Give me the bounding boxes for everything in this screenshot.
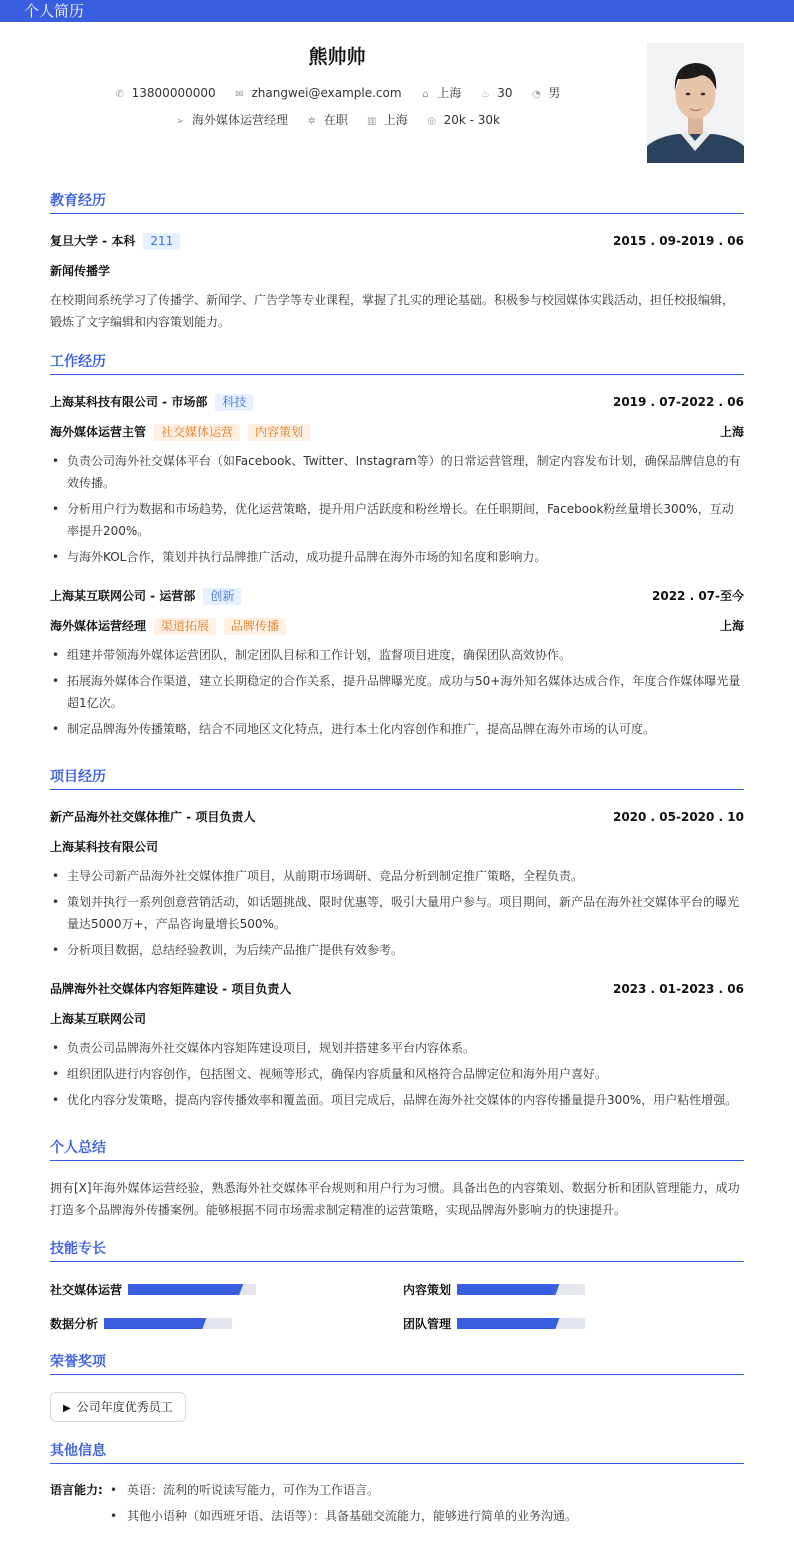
project-name: 新产品海外社交媒体推广 - 项目负责人 — [50, 810, 256, 824]
project-company: 上海某科技有限公司 — [50, 840, 159, 854]
gender-value: 男 — [548, 86, 561, 100]
company-tag: 科技 — [215, 394, 253, 411]
top-bar — [0, 0, 794, 22]
section-title-education: 教育经历 — [50, 192, 744, 214]
list-item: • 与海外KOL合作，策划并执行品牌推广活动，成功提升品牌在海外市场的知名度和影响力。 — [50, 546, 744, 568]
candidate-name: 熊帅帅 — [308, 46, 366, 68]
skill-level-bar — [128, 1284, 256, 1295]
project-bullets — [50, 1037, 744, 1115]
honor-label: 公司年度优秀员工 — [76, 1400, 173, 1414]
school-name: 复旦大学 - 本科 — [50, 234, 136, 248]
section-title-other: 其他信息 — [50, 1442, 744, 1464]
skill-name: 数据分析 — [50, 1316, 99, 1331]
contact-row — [0, 84, 674, 101]
hometown-item — [419, 84, 461, 101]
skill-item — [50, 1314, 232, 1332]
project-name: 品牌海外社交媒体内容矩阵建设 - 项目负责人 — [50, 982, 292, 996]
skill-level-bar — [457, 1318, 585, 1329]
work-period: 2022 . 07-至今 — [652, 589, 744, 603]
target-city-value: 上海 — [383, 113, 408, 127]
work-position-row — [50, 617, 744, 635]
home-icon: ⌂ — [422, 89, 429, 100]
project-company-row — [50, 1010, 744, 1028]
hometown-value: 上海 — [437, 86, 462, 100]
salary-icon: ◎ — [427, 116, 436, 127]
skill-level-bar — [457, 1284, 585, 1295]
target-position-value: 海外媒体运营经理 — [192, 113, 289, 127]
age-icon: ♨ — [480, 89, 490, 100]
project-entry-header — [50, 980, 744, 998]
list-item: • 组建并带领海外媒体运营团队，制定团队目标和工作计划，监督项目进度，确保团队高效协作。 — [50, 644, 744, 666]
list-item: • 组织团队进行内容创作，包括图文、视频等形式，确保内容质量和风格符合品牌定位和海外用户喜好。 — [50, 1063, 744, 1085]
avatar-image — [647, 43, 744, 163]
language-list — [108, 1481, 577, 1533]
education-period: 2015 . 09-2019 . 06 — [612, 234, 744, 248]
profile-photo — [647, 43, 744, 163]
skill-name: 内容策划 — [403, 1282, 452, 1297]
section-title-honors: 荣誉奖项 — [50, 1353, 744, 1375]
education-entry-header — [50, 232, 744, 250]
honor-item[interactable] — [50, 1392, 186, 1422]
major: 新闻传播学 — [50, 264, 111, 278]
skill-name: 社交媒体运营 — [50, 1282, 123, 1297]
section-title-summary: 个人总结 — [50, 1139, 744, 1161]
education-description: 在校期间系统学习了传播学、新闻学、广告学等专业课程，掌握了扎实的理论基础。积极参与校园媒体实践活动，担任校报编辑，锻炼了文字编辑和内容策划能力。 — [50, 293, 735, 329]
list-item: • 其他小语种（如西班牙语、法语等）：具备基础交流能力，能够进行简单的业务沟通。 — [108, 1507, 577, 1525]
skill-item — [403, 1314, 585, 1332]
project-company: 上海某互联网公司 — [50, 1012, 147, 1026]
work-city: 上海 — [719, 619, 744, 633]
work-entry-header — [50, 587, 744, 605]
skill-tag: 社交媒体运营 — [154, 424, 240, 441]
education-major-row — [50, 262, 744, 280]
project-period: 2020 . 05-2020 . 10 — [612, 810, 744, 824]
list-item: • 分析用户行为数据和市场趋势，优化运营策略，提升用户活跃度和粉丝增长。在任职期间，Facebook粉丝量增长300%，互动率提升200%。 — [50, 498, 744, 542]
company-name: 上海某科技有限公司 - 市场部 — [50, 395, 208, 409]
work-entry-header — [50, 393, 744, 411]
project-company-row — [50, 838, 744, 856]
age-value: 30 — [497, 86, 513, 100]
salary-value: 20k - 30k — [443, 113, 500, 127]
skill-tag: 品牌传播 — [224, 618, 286, 635]
skill-level-fill — [457, 1318, 559, 1329]
skill-level-fill — [457, 1284, 559, 1295]
list-item: • 拓展海外媒体合作渠道，建立长期稳定的合作关系，提升品牌曝光度。成功与50+海外知名媒体达成合作，年度合作媒体曝光量超1亿次。 — [50, 670, 744, 714]
send-icon: ➢ — [175, 116, 185, 127]
work-bullets — [50, 450, 744, 572]
play-triangle-icon: ▶ — [63, 1403, 71, 1414]
target-city-item — [366, 111, 408, 128]
phone-item — [114, 86, 216, 100]
list-item: • 优化内容分发策略，提高内容传播效率和覆盖面。项目完成后，品牌在海外社交媒体的内容传播量提升300%，用户粘性增强。 — [50, 1089, 744, 1111]
list-item: • 负责公司海外社交媒体平台（如Facebook、Twitter、Instagram等）的日常运营管理，制定内容发布计划，确保品牌信息的有效传播。 — [50, 450, 744, 494]
mail-icon: ✉ — [235, 89, 244, 100]
list-item: • 策划并执行一系列创意营销活动，如话题挑战、限时优惠等，吸引大量用户参与。项目期间，新产品在海外社交媒体平台的曝光量达5000万+，产品咨询量增长500%。 — [50, 891, 744, 935]
section-title-projects: 项目经历 — [50, 768, 744, 790]
phone-icon: ✆ — [115, 89, 124, 100]
skill-tag: 内容策划 — [248, 424, 310, 441]
skill-level-fill — [128, 1284, 243, 1295]
skill-level-fill — [104, 1318, 206, 1329]
status-item — [306, 111, 348, 128]
section-title-skills: 技能专长 — [50, 1240, 744, 1262]
list-item: • 负责公司品牌海外社交媒体内容矩阵建设项目，规划并搭建多平台内容体系。 — [50, 1037, 744, 1059]
gender-item — [530, 84, 560, 101]
phone-value: 13800000000 — [131, 86, 216, 100]
skill-name: 团队管理 — [403, 1316, 452, 1331]
company-tag: 创新 — [203, 588, 241, 605]
project-bullets — [50, 865, 744, 965]
position-name: 海外媒体运营经理 — [50, 619, 147, 633]
target-position-item — [174, 111, 288, 128]
building-icon: ▥ — [366, 116, 377, 127]
language-label: 语言能力: — [50, 1483, 103, 1497]
list-item: • 英语：流利的听说读写能力，可作为工作语言。 — [108, 1481, 577, 1499]
age-item — [479, 86, 512, 100]
work-period: 2019 . 07-2022 . 06 — [612, 395, 744, 409]
resume-header-title: 个人简历 — [24, 2, 85, 20]
skill-item — [403, 1280, 585, 1298]
school-tag: 211 — [143, 233, 180, 250]
status-value: 在职 — [323, 113, 348, 127]
skill-tag: 渠道拓展 — [154, 618, 216, 635]
list-item: • 制定品牌海外传播策略，结合不同地区文化特点，进行本土化内容创作和推广，提高品牌在海外市场的认可度。 — [50, 718, 744, 740]
salary-item — [426, 113, 500, 127]
list-item: • 分析项目数据，总结经验教训，为后续产品推广提供有效参考。 — [50, 939, 744, 961]
section-title-work: 工作经历 — [50, 353, 744, 375]
job-intent-row — [0, 111, 674, 128]
work-city: 上海 — [719, 425, 744, 439]
gender-icon: ◔ — [531, 89, 541, 100]
position-name: 海外媒体运营主管 — [50, 425, 147, 439]
list-item: • 主导公司新产品海外社交媒体推广项目，从前期市场调研、竞品分析到制定推广策略，全程负责。 — [50, 865, 744, 887]
project-entry-header — [50, 808, 744, 826]
summary-text: 拥有[X]年海外媒体运营经验，熟悉海外社交媒体平台规则和用户行为习惯。具备出色的内容策划、数据分析和团队管理能力，成功打造多个品牌海外传播案例。能够根据不同市场需求制定精准的运营策略，实现品牌海外影响力的快速提升。 — [50, 1181, 740, 1217]
work-bullets — [50, 644, 744, 744]
project-period: 2023 . 01-2023 . 06 — [612, 982, 744, 996]
skill-level-bar — [104, 1318, 232, 1329]
skill-item — [50, 1280, 256, 1298]
company-name: 上海某互联网公司 - 运营部 — [50, 589, 196, 603]
email-value: zhangwei@example.com — [251, 86, 402, 100]
work-position-row — [50, 423, 744, 441]
email-item — [233, 86, 401, 100]
status-icon: ✲ — [307, 116, 317, 127]
